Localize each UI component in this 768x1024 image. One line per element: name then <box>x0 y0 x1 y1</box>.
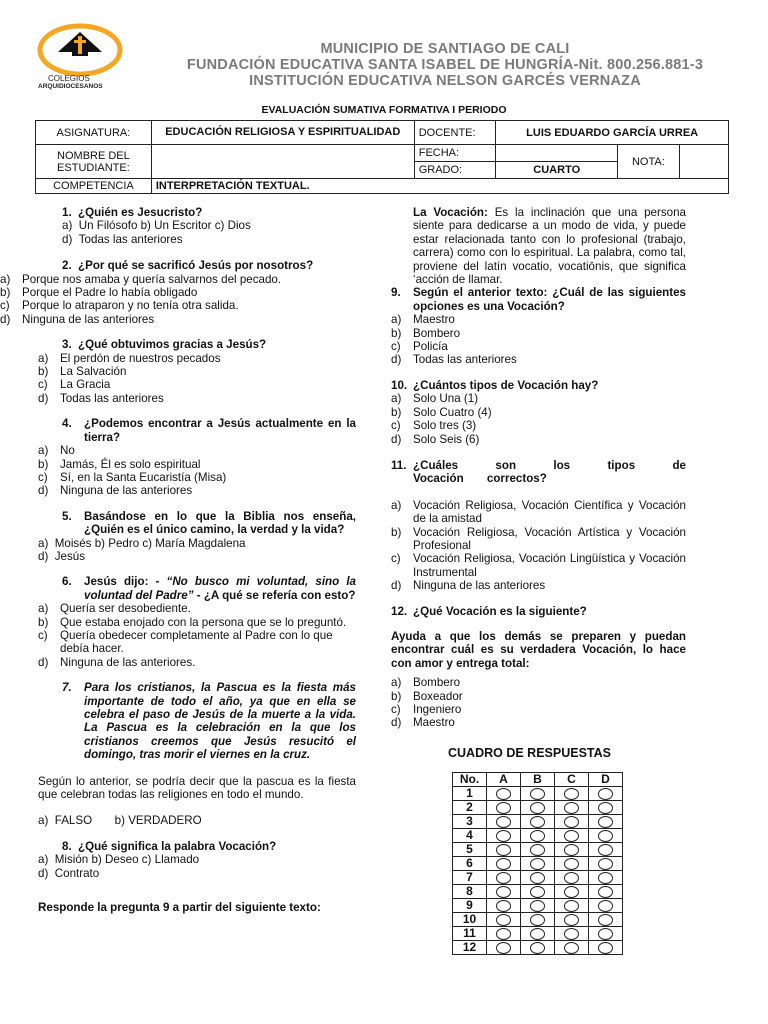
answer-cell-b <box>521 941 555 955</box>
answer-cell-a <box>487 885 521 899</box>
header-line-3: INSTITUCIÓN EDUCATIVA NELSON GARCÉS VERNAZA <box>249 73 641 89</box>
logo-text: COLEGIOS <box>48 74 90 83</box>
answer-bubble-a[interactable] <box>496 816 511 828</box>
answer-cell-a <box>487 801 521 815</box>
answer-bubble-d[interactable] <box>598 872 613 884</box>
header-line-2: FUNDACIÓN EDUCATIVA SANTA ISABEL DE HUNGRÍA-Nit. 800.256.881-3 <box>186 57 704 73</box>
question-5: 5. Basándose en lo que la Biblia nos enseña, ¿Quién es el único camino, la verdad y la vida? <box>62 509 356 537</box>
answer-cell-c <box>555 829 589 843</box>
question-4: 4. ¿Podemos encontrar a Jesús actualmente en la tierra? <box>62 417 356 444</box>
answer-cell-c <box>555 801 589 815</box>
answer-cell-d <box>589 815 623 829</box>
answer-cell-b <box>521 899 555 913</box>
option[interactable]: b) Jamás, Él es solo espiritual <box>38 457 201 471</box>
grid-header-no: No. <box>453 773 487 787</box>
grid-header-d: D <box>589 773 623 787</box>
answer-cell-c <box>555 871 589 885</box>
answer-bubble-d[interactable] <box>598 844 613 856</box>
competencia-label: COMPETENCIA <box>36 179 152 194</box>
answer-grid-row <box>453 913 623 927</box>
answer-grid-title: CUADRO DE RESPUESTAS <box>448 746 611 760</box>
answer-grid-header <box>453 773 623 787</box>
option[interactable]: a) Quería ser desobediente. <box>38 602 191 616</box>
answer-cell-a <box>487 899 521 913</box>
answer-row-number: 9 <box>453 899 487 913</box>
option[interactable]: a) Moisés b) Pedro c) María Magdalena <box>38 536 246 550</box>
grado-value: CUARTO <box>496 162 618 179</box>
answer-bubble-b[interactable] <box>530 858 545 870</box>
option[interactable]: d) Todas las anteriores <box>391 353 517 367</box>
option[interactable]: c) La Gracia <box>38 378 111 392</box>
answer-bubble-a[interactable] <box>496 928 511 940</box>
answer-bubble-b[interactable] <box>530 928 545 940</box>
option[interactable]: d) Todas las anteriores <box>62 232 183 246</box>
answer-cell-b <box>521 871 555 885</box>
option[interactable]: c) Porque lo atraparon y no tenía otra salida. <box>0 299 239 313</box>
option[interactable]: a) Maestro <box>391 313 455 327</box>
answer-cell-d <box>589 843 623 857</box>
answer-cell-a <box>487 843 521 857</box>
responde-instruction: Responde la pregunta 9 a partir del siguiente texto: <box>38 901 321 915</box>
answer-grid-row <box>453 899 623 913</box>
answer-grid-row <box>453 927 623 941</box>
answer-cell-b <box>521 801 555 815</box>
info-table <box>35 120 729 194</box>
option[interactable]: b) Boxeador <box>391 689 463 703</box>
vocacion-paragraph: La Vocación: Es la inclinación que una persona siente para dedicarse a un modo de vida, y puede estar relacionada tanto con lo profesional (trabajo, carrera) como con lo espiritual. La palabra, como tal, proviene del latín vocatio, vocatiōnis, que significa ‘acción de llamar. <box>413 206 687 287</box>
school-logo <box>36 22 126 96</box>
option[interactable]: a) Bombero <box>391 676 461 690</box>
answer-bubble-c[interactable] <box>564 942 579 954</box>
grid-header-c: C <box>555 773 589 787</box>
answer-cell-a <box>487 815 521 829</box>
header-line-1: MUNICIPIO DE SANTIAGO DE CALI <box>320 41 570 57</box>
answer-bubble-d[interactable] <box>598 802 613 814</box>
answer-cell-b <box>521 913 555 927</box>
option[interactable]: d) Todas las anteriores <box>38 391 164 405</box>
answer-cell-c <box>555 899 589 913</box>
option[interactable]: b) La Salvación <box>38 365 127 379</box>
answer-bubble-b[interactable] <box>530 844 545 856</box>
answer-bubble-a[interactable] <box>496 802 511 814</box>
grado-label: GRADO: <box>414 162 496 179</box>
question-12: 12. ¿Qué Vocación es la siguiente? <box>391 604 587 618</box>
answer-row-number: 12 <box>453 941 487 955</box>
option[interactable]: d) Contrato <box>38 866 100 880</box>
answer-grid-row <box>453 815 623 829</box>
answer-cell-a <box>487 787 521 801</box>
answer-bubble-d[interactable] <box>598 914 613 926</box>
asignatura-label: ASIGNATURA: <box>36 121 152 145</box>
answer-row-number: 7 <box>453 871 487 885</box>
left-column <box>0 206 356 915</box>
answer-bubble-a[interactable] <box>496 830 511 842</box>
answer-bubble-d[interactable] <box>598 886 613 898</box>
fecha-field[interactable] <box>496 145 618 162</box>
answer-bubble-c[interactable] <box>564 788 579 800</box>
docente-value: LUIS EDUARDO GARCÍA URREA <box>496 121 729 145</box>
answer-cell-c <box>555 787 589 801</box>
option[interactable]: a) Un Filósofo b) Un Escritor c) Dios <box>62 219 251 233</box>
option[interactable]: c) Solo tres (3) <box>391 419 477 433</box>
answer-row-number: 4 <box>453 829 487 843</box>
option[interactable]: d) Ninguna de las anteriores <box>391 579 546 593</box>
answer-row-number: 5 <box>453 843 487 857</box>
answer-bubble-d[interactable] <box>598 830 613 842</box>
answer-bubble-c[interactable] <box>564 914 579 926</box>
answer-bubble-b[interactable] <box>530 900 545 912</box>
option[interactable]: c) Vocación Religiosa, Vocación Lingüística y Vocación Instrumental <box>391 552 686 579</box>
answer-bubble-c[interactable] <box>564 802 579 814</box>
question-8: 8. ¿Qué significa la palabra Vocación? <box>62 839 277 853</box>
question-6: 6. Jesús dijo: - “No busco mi voluntad, sino la voluntad del Padre” - ¿A qué se refería con esto? <box>62 575 356 602</box>
grid-header-b: B <box>521 773 555 787</box>
answer-row-number: 1 <box>453 787 487 801</box>
option[interactable]: d) Jesús <box>38 549 86 563</box>
option[interactable]: c) Ingeniero <box>391 703 462 716</box>
answer-cell-d <box>589 885 623 899</box>
answer-bubble-b[interactable] <box>530 942 545 954</box>
answer-row-number: 6 <box>453 857 487 871</box>
evaluation-title: EVALUACIÓN SUMATIVA FORMATIVA I PERIODO <box>261 104 507 116</box>
answer-bubble-b[interactable] <box>530 830 545 842</box>
answer-cell-d <box>589 927 623 941</box>
answer-cell-d <box>589 871 623 885</box>
answer-cell-d <box>589 829 623 843</box>
option[interactable]: c) Quería obedecer completamente al Padre con lo que debía hacer. <box>38 628 333 656</box>
option[interactable]: a) El perdón de nuestros pecados <box>38 351 221 365</box>
option[interactable]: a) Vocación Religiosa, Vocación Científica y Vocación de la amistad <box>391 498 686 526</box>
answer-grid <box>452 772 623 955</box>
option[interactable]: d) Ninguna de las anteriores <box>0 312 155 326</box>
answer-grid-row <box>453 829 623 843</box>
answer-bubble-a[interactable] <box>496 872 511 884</box>
answer-row-number: 11 <box>453 927 487 941</box>
grid-header-a: A <box>487 773 521 787</box>
question-1: 1. ¿Quién es Jesucristo? <box>62 206 203 219</box>
option[interactable]: d) Solo Seis (6) <box>391 432 480 446</box>
answer-bubble-d[interactable] <box>598 788 613 800</box>
nombre-label: NOMBRE DEL ESTUDIANTE: <box>36 145 152 179</box>
answer-bubble-b[interactable] <box>530 886 545 898</box>
answer-cell-c <box>555 815 589 829</box>
option[interactable]: c) Policía <box>391 340 448 354</box>
nota-label: NOTA: <box>618 145 679 179</box>
answer-cell-d <box>589 899 623 913</box>
option[interactable]: b) Que estaba enojado con la persona que se lo preguntó. <box>38 615 347 629</box>
answer-bubble-d[interactable] <box>598 928 613 940</box>
answer-bubble-a[interactable] <box>496 914 511 926</box>
answer-row-number: 3 <box>453 815 487 829</box>
option[interactable]: b) Solo Cuatro (4) <box>391 405 492 419</box>
asignatura-value: EDUCACIÓN RELIGIOSA Y ESPIRITUALIDAD <box>151 121 414 145</box>
option[interactable]: a) FALSO b) VERDADERO <box>38 814 202 828</box>
fecha-label: FECHA: <box>414 145 496 162</box>
question-2: 2. ¿Por qué se sacrificó Jesús por nosotros? <box>62 259 314 273</box>
option[interactable]: a) Misión b) Deseo c) Llamado <box>38 853 200 867</box>
answer-bubble-c[interactable] <box>564 886 579 898</box>
option[interactable]: a) No <box>38 444 75 458</box>
answer-cell-c <box>555 913 589 927</box>
answer-cell-d <box>589 913 623 927</box>
option[interactable]: a) Porque nos amaba y quería salvarnos del pecado. <box>0 272 282 286</box>
option[interactable]: a) Solo Una (1) <box>391 392 479 406</box>
option[interactable]: d) Ninguna de las anteriores. <box>38 655 196 669</box>
right-column <box>391 206 686 730</box>
competencia-value: INTERPRETACIÓN TEXTUAL. <box>151 179 728 194</box>
answer-row-number: 8 <box>453 885 487 899</box>
answer-bubble-d[interactable] <box>598 900 613 912</box>
answer-grid-row <box>453 843 623 857</box>
answer-cell-b <box>521 843 555 857</box>
answer-cell-a <box>487 941 521 955</box>
answer-cell-c <box>555 857 589 871</box>
answer-cell-c <box>555 843 589 857</box>
answer-cell-a <box>487 913 521 927</box>
answer-bubble-a[interactable] <box>496 844 511 856</box>
answer-bubble-c[interactable] <box>564 858 579 870</box>
answer-bubble-c[interactable] <box>564 872 579 884</box>
answer-cell-d <box>589 941 623 955</box>
answer-cell-b <box>521 815 555 829</box>
answer-bubble-b[interactable] <box>530 802 545 814</box>
question-7: 7. Para los cristianos, la Pascua es la fiesta más importante de todo el año, ya que en ella se celebra el paso de Jesús de la muerte a la vida. La Pascua es la celebración en la que los cristianos creemos que Jesús resucitó el domingo, tras morir el viernes en la cruz. <box>62 681 356 762</box>
answer-grid-row <box>453 787 623 801</box>
question-12-prompt: Ayuda a que los demás se preparen y puedan encontrar cuál es su verdadera Vocación, lo hace con amor y entrega total: <box>391 629 686 670</box>
nombre-field[interactable] <box>151 145 414 179</box>
answer-row-number: 2 <box>453 801 487 815</box>
answer-grid-row <box>453 871 623 885</box>
answer-grid-row <box>453 941 623 955</box>
nota-field[interactable] <box>679 145 728 179</box>
answer-bubble-a[interactable] <box>496 788 511 800</box>
docente-label: DOCENTE: <box>414 121 496 145</box>
answer-cell-c <box>555 885 589 899</box>
answer-cell-c <box>555 941 589 955</box>
option[interactable]: b) Bombero <box>391 326 461 340</box>
answer-bubble-d[interactable] <box>598 942 613 954</box>
answer-cell-a <box>487 927 521 941</box>
answer-grid-row <box>453 857 623 871</box>
answer-bubble-a[interactable] <box>496 886 511 898</box>
answer-bubble-b[interactable] <box>530 872 545 884</box>
answer-bubble-a[interactable] <box>496 942 511 954</box>
answer-bubble-d[interactable] <box>598 858 613 870</box>
answer-cell-b <box>521 927 555 941</box>
answer-bubble-b[interactable] <box>530 816 545 828</box>
option[interactable]: b) Porque el Padre lo había obligado <box>0 286 198 300</box>
answer-bubble-a[interactable] <box>496 858 511 870</box>
option[interactable]: d) Maestro <box>391 716 455 730</box>
question-10: 10. ¿Cuántos tipos de Vocación hay? <box>391 378 599 392</box>
answer-cell-b <box>521 885 555 899</box>
answer-cell-b <box>521 829 555 843</box>
answer-cell-d <box>589 801 623 815</box>
answer-row-number: 10 <box>453 913 487 927</box>
question-3: 3. ¿Qué obtuvimos gracias a Jesús? <box>62 338 267 352</box>
answer-bubble-c[interactable] <box>564 928 579 940</box>
answer-cell-b <box>521 787 555 801</box>
answer-bubble-c[interactable] <box>564 816 579 828</box>
answer-cell-d <box>589 787 623 801</box>
answer-cell-d <box>589 857 623 871</box>
answer-bubble-c[interactable] <box>564 844 579 856</box>
answer-grid-row <box>453 801 623 815</box>
answer-bubble-c[interactable] <box>564 830 579 842</box>
answer-cell-a <box>487 871 521 885</box>
question-9: 9. Según el anterior texto: ¿Cuál de las siguientes opciones es una Vocación? <box>391 286 686 313</box>
answer-cell-b <box>521 857 555 871</box>
answer-cell-a <box>487 857 521 871</box>
question-11: 11. ¿Cuáles son los tipos de Vocación correctos? <box>391 458 686 486</box>
answer-bubble-a[interactable] <box>496 900 511 912</box>
answer-bubble-b[interactable] <box>530 914 545 926</box>
logo-subtext: ARQUIDIOCESANOS <box>38 83 103 90</box>
answer-bubble-c[interactable] <box>564 900 579 912</box>
answer-bubble-d[interactable] <box>598 816 613 828</box>
answer-grid-row <box>453 885 623 899</box>
answer-bubble-b[interactable] <box>530 788 545 800</box>
option[interactable]: d) Ninguna de las anteriores <box>38 484 193 498</box>
answer-cell-a <box>487 829 521 843</box>
option[interactable]: b) Vocación Religiosa, Vocación Artística y Vocación Profesional <box>391 525 686 552</box>
question-7-prompt: Según lo anterior, se podría decir que la pascua es la fiesta que celebran todas las religiones en todo el mundo. <box>38 774 356 802</box>
answer-cell-c <box>555 927 589 941</box>
option[interactable]: c) Sí, en la Santa Eucaristía (Misa) <box>38 470 227 484</box>
